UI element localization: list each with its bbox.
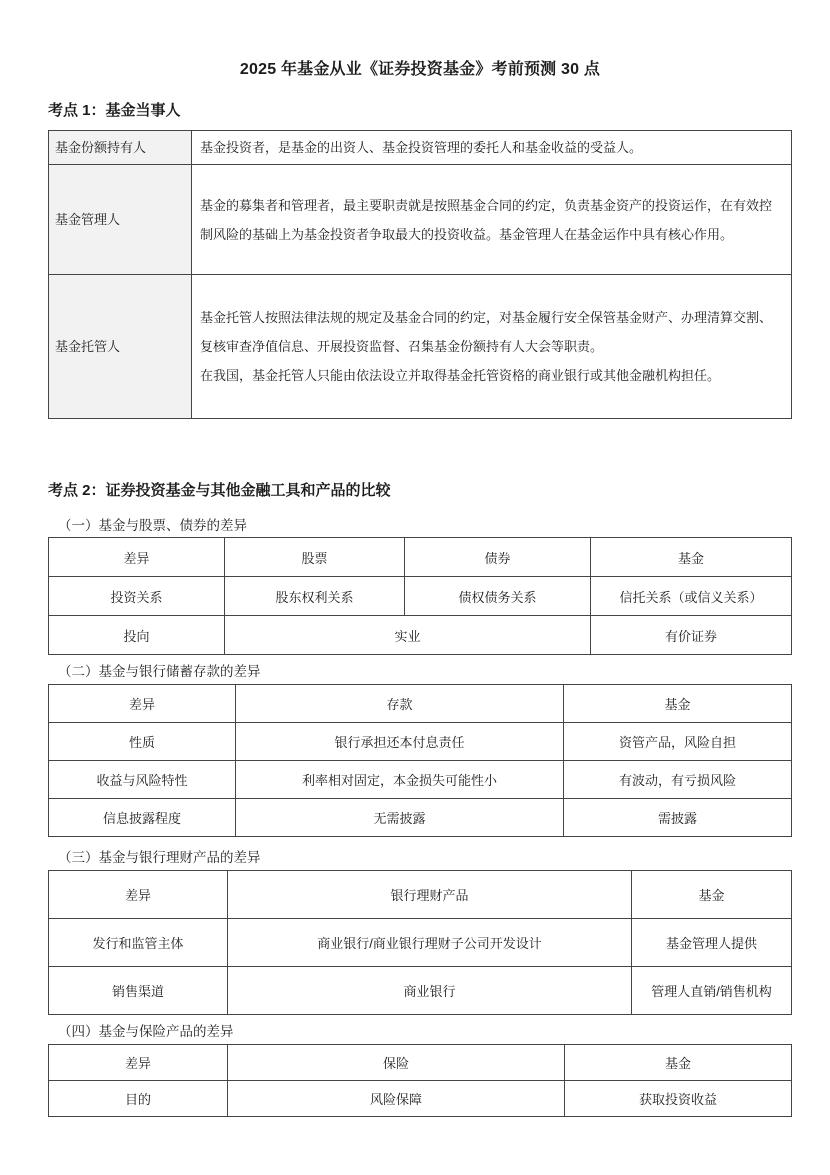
header-cell: 差异 [49, 685, 236, 723]
table-header-row [49, 1045, 792, 1081]
cell: 风险保障 [228, 1081, 565, 1117]
header-cell: 保险 [228, 1045, 565, 1081]
cell: 投向 [49, 616, 225, 655]
header-cell: 基金 [565, 1045, 792, 1081]
cell: 无需披露 [236, 799, 564, 837]
cell: 管理人直销/销售机构 [632, 967, 792, 1015]
cell: 发行和监管主体 [49, 919, 228, 967]
header-cell: 基金 [564, 685, 792, 723]
desc-paragraph: 在我国，基金托管人只能由依法设立并取得基金托管资格的商业银行或其他金融机构担任。 [200, 368, 721, 383]
fund-vs-stock-bond-table [48, 537, 792, 655]
table-row [49, 577, 792, 616]
party-desc-cell [192, 275, 792, 419]
header-cell: 差异 [49, 1045, 228, 1081]
cell: 性质 [49, 723, 236, 761]
section2-heading: 考点 2：证券投资基金与其他金融工具和产品的比较 [48, 482, 391, 499]
cell: 股东权利关系 [225, 577, 405, 616]
merged-cell: 实业 [225, 616, 591, 655]
table-header-row [49, 871, 792, 919]
party-name-cell: 基金托管人 [49, 275, 192, 419]
cell: 需披露 [564, 799, 792, 837]
cell: 资管产品，风险自担 [564, 723, 792, 761]
cell: 销售渠道 [49, 967, 228, 1015]
cell: 商业银行 [228, 967, 632, 1015]
cell: 收益与风险特性 [49, 761, 236, 799]
cell: 目的 [49, 1081, 228, 1117]
cell: 银行承担还本付息责任 [236, 723, 564, 761]
subsection2-heading: （二）基金与银行储蓄存款的差异 [58, 664, 261, 679]
subsection4-heading: （四）基金与保险产品的差异 [58, 1024, 234, 1039]
fund-vs-insurance-table [48, 1044, 792, 1117]
party-name-cell: 基金管理人 [49, 165, 192, 275]
fund-parties-table [48, 130, 792, 419]
cell: 利率相对固定，本金损失可能性小 [236, 761, 564, 799]
header-cell: 银行理财产品 [228, 871, 632, 919]
cell: 债权债务关系 [405, 577, 591, 616]
party-desc-cell: 基金的募集者和管理者，最主要职责就是按照基金合同的约定，负责基金资产的投资运作，在有效控制风险的基础上为基金投资者争取最大的投资收益。基金管理人在基金运作中具有核心作用。 [192, 165, 792, 275]
document-title: 2025 年基金从业《证券投资基金》考前预测 30 点 [239, 61, 601, 78]
header-cell: 存款 [236, 685, 564, 723]
fund-vs-deposit-table [48, 684, 792, 837]
cell: 获取投资收益 [565, 1081, 792, 1117]
header-cell: 差异 [49, 871, 228, 919]
table-row [49, 967, 792, 1015]
table-row [49, 275, 792, 419]
table-row [49, 723, 792, 761]
table-header-row [49, 685, 792, 723]
cell: 有波动，有亏损风险 [564, 761, 792, 799]
party-name-cell: 基金份额持有人 [49, 131, 192, 165]
cell: 商业银行/商业银行理财子公司开发设计 [228, 919, 632, 967]
desc-paragraph: 基金托管人按照法律法规的规定及基金合同的约定，对基金履行安全保管基金财产、办理清算交割、复核审查净值信息、开展投资监督、召集基金份额持有人大会等职责。 [200, 310, 773, 354]
cell: 信息披露程度 [49, 799, 236, 837]
table-row [49, 919, 792, 967]
header-cell: 股票 [225, 538, 405, 577]
cell: 投资关系 [49, 577, 225, 616]
table-row [49, 1081, 792, 1117]
table-row [49, 616, 792, 655]
header-cell: 基金 [632, 871, 792, 919]
subsection1-heading: （一）基金与股票、债券的差异 [58, 518, 247, 533]
header-cell: 差异 [49, 538, 225, 577]
section1-heading: 考点 1：基金当事人 [48, 102, 181, 119]
cell: 基金管理人提供 [632, 919, 792, 967]
table-row [49, 799, 792, 837]
fund-vs-bank-wmp-table [48, 870, 792, 1015]
table-header-row [49, 538, 792, 577]
header-cell: 基金 [591, 538, 792, 577]
cell: 有价证券 [591, 616, 792, 655]
cell: 信托关系（或信义关系） [591, 577, 792, 616]
table-row [49, 165, 792, 275]
subsection3-heading: （三）基金与银行理财产品的差异 [58, 850, 261, 865]
table-row [49, 761, 792, 799]
party-desc-cell: 基金投资者，是基金的出资人、基金投资管理的委托人和基金收益的受益人。 [192, 131, 792, 165]
header-cell: 债券 [405, 538, 591, 577]
table-row [49, 131, 792, 165]
